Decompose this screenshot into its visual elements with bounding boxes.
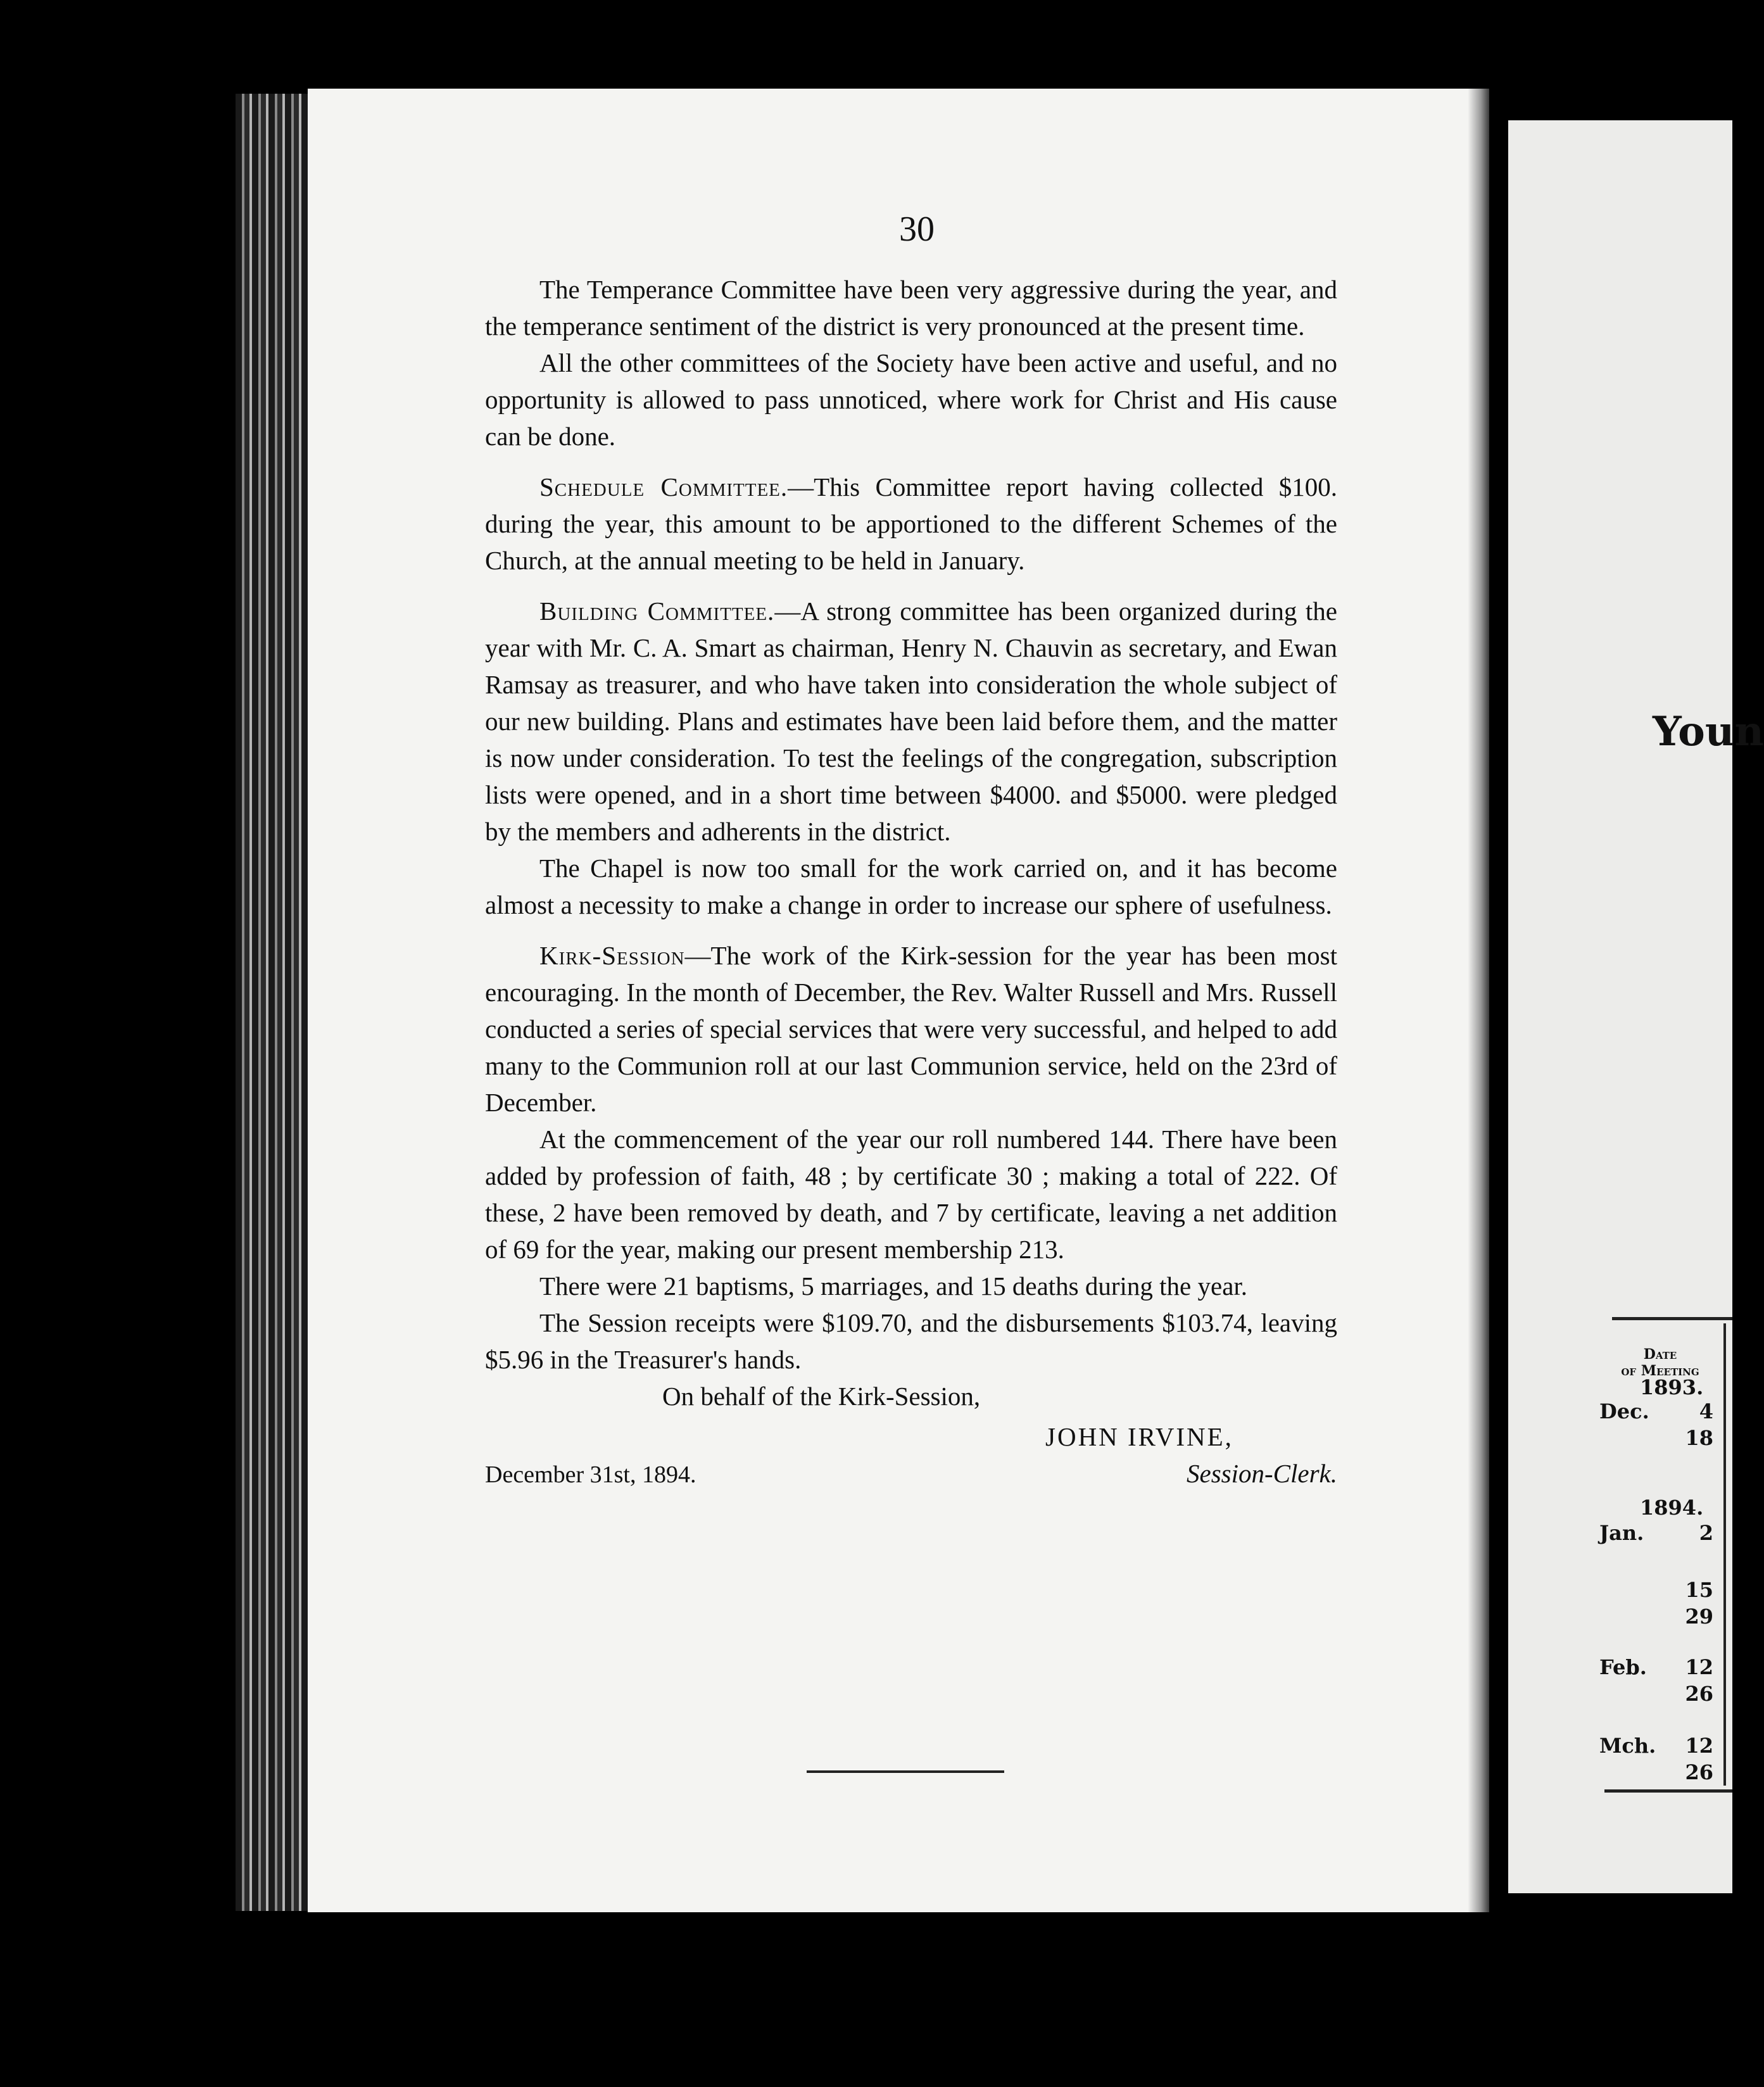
section-heading: Kirk-Session <box>539 941 685 970</box>
paragraph-receipts: The Session receipts were $109.70, and the disbursements $103.74, leaving $5.96 in the Treasurer's hands. <box>485 1308 1337 1374</box>
table-row: 26 <box>1685 1760 1713 1784</box>
table-top-rule <box>1612 1317 1732 1320</box>
book-page-edges <box>236 94 309 1911</box>
section-heading: Building Committee. <box>539 596 775 626</box>
book-gutter <box>1468 89 1489 1912</box>
section-heading: Schedule Committee. <box>539 472 788 501</box>
table-row: Feb. 12 <box>1599 1655 1713 1679</box>
paragraph-schedule-committee: Schedule Committee.—This Committee report having collected $100. during the year, this amount to be apportioned to the different Schemes of the Church, at the annual meeting to be held in January. <box>485 472 1337 575</box>
date-signature-row <box>485 1455 1337 1493</box>
table-row: 26 <box>1685 1682 1713 1706</box>
table-row: 1894. <box>1640 1496 1704 1520</box>
paragraph-building-committee: Building Committee.—A strong committee has been organized during the year with Mr. C. A. Smart as chairman, Henry N. Chauvin as secretary, and Ewan Ramsay as treasurer, and who have taken into consideration the whole subject of our new building. Plans and estimates have been laid before them, and the matter is now under consideration. To test the feelings of the congregation, subscription lists were opened, and in a short time between $4000. and $5000. were pledged by the members and adherents in the district. <box>485 596 1337 846</box>
paragraph-kirk-session: Kirk-Session—The work of the Kirk-session for the year has been most encouraging. In the month of December, the Rev. Walter Russell and Mrs. Russell conducted a series of special services that were very successful, and helped to add many to the Communion roll at our last Communion service, held on the 23rd of December. <box>485 941 1337 1117</box>
report-date: December 31st, 1894. <box>485 1461 696 1488</box>
table-row: 1893. <box>1640 1375 1704 1399</box>
signatory-title: Session-Clerk. <box>1187 1459 1337 1488</box>
table-bottom-rule <box>1604 1789 1732 1793</box>
table-row: Dec. 4 <box>1599 1399 1713 1423</box>
right-page-heading: Youn <box>1653 708 1764 755</box>
paragraph-other-committees: All the other committees of the Society have been active and useful, and no opportunity is allowed to pass unnoticed, where work for Christ and His cause can be done. <box>485 348 1337 451</box>
column-heading: Date of Meeting <box>1621 1346 1699 1379</box>
table-row: Jan. 2 <box>1599 1521 1713 1545</box>
table-column-rule <box>1723 1323 1726 1786</box>
closing-line: On behalf of the Kirk-Session, <box>662 1382 981 1411</box>
table-row: 29 <box>1685 1605 1713 1629</box>
table-row: Mch. 12 <box>1599 1734 1713 1758</box>
paragraph-baptisms: There were 21 baptisms, 5 marriages, and 15 deaths during the year. <box>539 1271 1248 1301</box>
paragraph-chapel: The Chapel is now too small for the work carried on, and it has become almost a necessity to make a change in order to increase our sphere of usefulness. <box>485 854 1337 919</box>
paragraph-temperance: The Temperance Committee have been very aggressive during the year, and the temperance sentiment of the district is very pronounced at the present time. <box>485 275 1337 341</box>
table-row: 15 <box>1685 1578 1713 1602</box>
end-rule <box>807 1770 1004 1773</box>
table-row: 18 <box>1685 1426 1713 1450</box>
report-text <box>485 271 1337 1493</box>
signatory-name: JOHN IRVINE, <box>1045 1422 1233 1451</box>
paragraph-membership: At the commencement of the year our roll numbered 144. There have been added by profession of faith, 48 ; by certificate 30 ; making a total of 222. Of these, 2 have been removed by death, and 7 by certificate, leaving a net addition of 69 for the year, making our present membership 213. <box>485 1125 1337 1264</box>
page-number: 30 <box>899 210 935 249</box>
